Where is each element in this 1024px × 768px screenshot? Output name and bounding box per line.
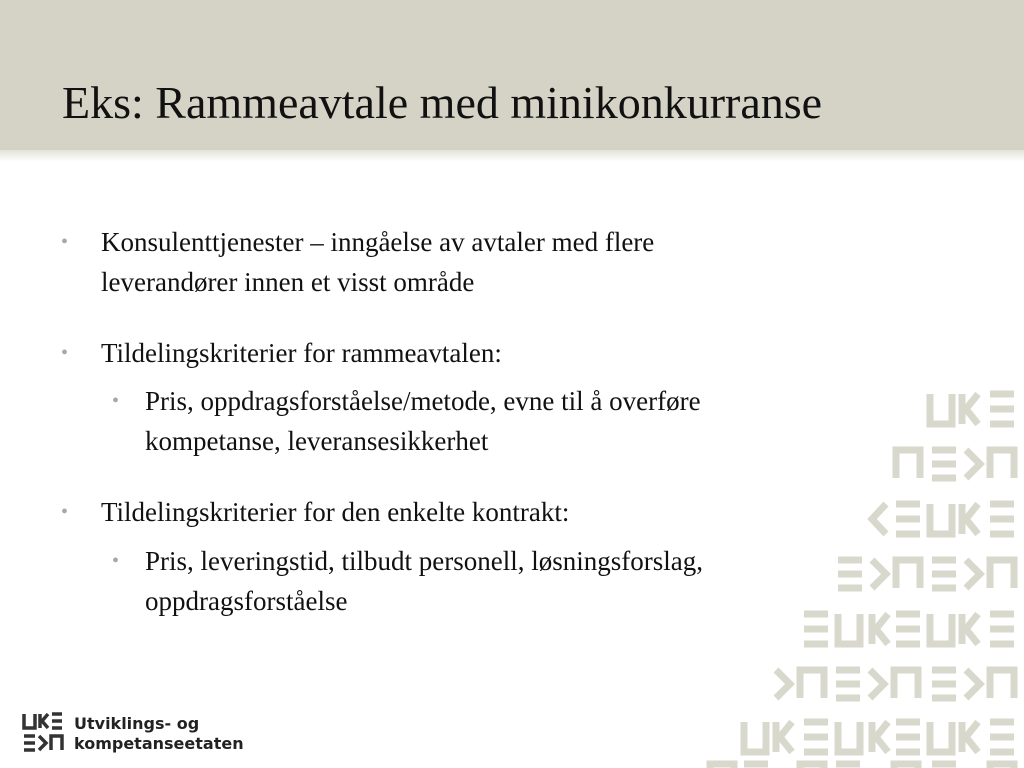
sub-bullet-text-line: Pris, leveringstid, tilbudt personell, løsningsforslag, — [145, 546, 703, 576]
sub-bullet-item-3 — [112, 541, 865, 621]
bullet-item-3 — [61, 492, 861, 532]
logo-text-line-2: kompetanseetaten — [74, 734, 244, 753]
sub-bullet-text-line: Pris, oppdragsforståelse/metode, evne til å overføre — [145, 386, 701, 416]
uke-logo-mark-icon — [22, 712, 64, 754]
sub-bullet-marker: • — [112, 550, 120, 572]
logo-wordmark — [74, 714, 244, 754]
bullet-text: Tildelingskriterier for den enkelte kontrakt: — [101, 497, 570, 527]
slide-title: Eks: Rammeavtale med minikonkurranse — [62, 77, 823, 128]
bullet-text-line: leverandører innen et visst område — [101, 267, 475, 297]
sub-bullet-text-line: oppdragsforståelse — [145, 586, 348, 616]
bullet-text-line: Konsulenttjenester – inngåelse av avtaler med flere — [101, 227, 655, 257]
sub-bullet-marker: • — [112, 390, 120, 412]
bullet-marker: • — [61, 501, 69, 523]
bullet-marker: • — [61, 231, 69, 253]
logo-text-line-1: Utviklings- og — [74, 714, 200, 733]
sub-bullet-item-2 — [112, 381, 865, 461]
bullet-item-2 — [61, 333, 861, 373]
bullet-item-1 — [61, 222, 861, 302]
bullet-text: Tildelingskriterier for rammeavtalen: — [101, 338, 502, 368]
sub-bullet-text-line: kompetanse, leveransesikkerhet — [145, 426, 489, 456]
bullet-marker: • — [61, 342, 69, 364]
uke-logo — [22, 712, 252, 756]
